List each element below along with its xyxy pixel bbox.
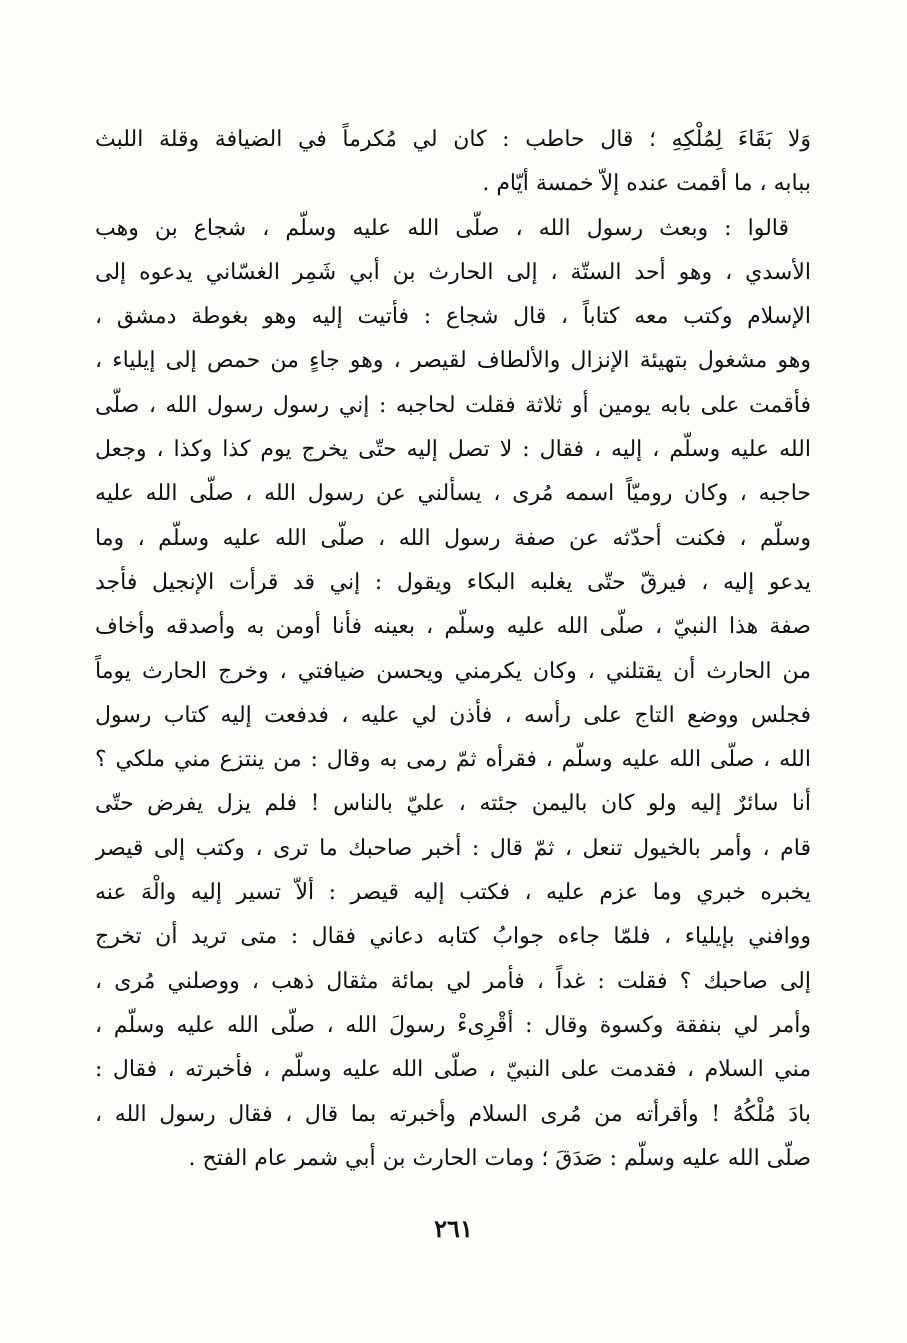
text-line: إلى صاحبك ؟ فقلت : غداً ، فأمر لي بمائة مثقال ذهب ، ووصلني مُرى ، <box>95 968 811 994</box>
text-line: ببابه ، ما أقمت عنده إلاّ خمسة أيّام . <box>482 171 811 197</box>
text-line: وَلا بَقَاءَ لِمُلْكِهِ ؛ قال حاطب : كان لي مُكرماً في الضيافة وقلة اللبث <box>95 127 811 152</box>
text-line: ووافني بإيلياء ، فلمّا جاءه جوابُ كتابه دعاني فقال : متى تريد أن تخرج <box>95 924 811 950</box>
text-line: فجلس ووضع التاج على رأسه ، فأذن لي عليه ، فدفعت إليه كتاب رسول <box>95 702 811 728</box>
text-line: الله ، صلّى الله عليه وسلّم ، فقرأه ثمّ رمى به وقال : من ينتزع مني ملكي ؟ <box>95 747 811 773</box>
paragraph <box>95 207 811 1182</box>
text-line: وهو مشغول بتهيئة الإنزال والألطاف لقيصر ، وهو جاءٍ من حمص إلى إيلياء ، <box>95 348 811 374</box>
text-line: حاجبه ، وكان روميّاً اسمه مُرى ، يسألني عن رسول الله ، صلّى الله عليه <box>95 481 811 507</box>
text-line: يدعو إليه ، فيرقّ حتّى يغلبه البكاء ويقول : إني قد قرأت الإنجيل فأجد <box>95 569 811 595</box>
text-line: الإسلام وكتب معه كتاباً ، قال شجاع : فأتيت إليه وهو بغوطة دمشق ، <box>95 304 811 330</box>
text-line: أنا سائرٌ إليه ولو كان باليمن جئته ، عليّ بالناس ! فلم يزل يفرض حتّى <box>95 791 811 817</box>
text-line: من الحارث أن يقتلني ، وكان يكرمني ويحسن ضيافتي ، وخرج الحارث يوماً <box>95 658 811 684</box>
text-line: وأمر لي بنفقة وكسوة وقال : أقْرِىءْ رسولَ الله ، صلّى الله عليه وسلّم ، <box>95 1012 811 1038</box>
body-text <box>95 118 811 1181</box>
text-line: قام ، وأمر بالخيول تنعل ، ثمّ قال : أخبر صاحبك ما ترى ، وكتب إلى قيصر <box>95 835 811 861</box>
text-line: قالوا : وبعث رسول الله ، صلّى الله عليه وسلّم ، شجاع بن وهب <box>95 215 789 241</box>
text-line: صلّى الله عليه وسلّم : صَدَقَ ؛ ومات الحارث بن أبي شمر عام الفتح . <box>188 1145 811 1171</box>
text-line: الله عليه وسلّم ، إليه ، فقال : لا تصل إليه حتّى يخرج يوم كذا وكذا ، وجعل <box>95 437 811 463</box>
text-line: مني السلام ، فقدمت على النبيّ ، صلّى الله عليه وسلّم ، فأخبرته ، فقال : <box>95 1057 811 1083</box>
text-line: صفة هذا النبيّ ، صلّى الله عليه وسلّم ، بعينه فأنا أومن به وأصدقه وأخاف <box>95 614 811 640</box>
text-line: الأسدي ، وهو أحد الستّة ، إلى الحارث بن أبي شَمِر الغسّاني يدعوه إلى <box>95 259 811 285</box>
text-line: وسلّم ، فكنت أحدّثه عن صفة رسول الله ، صلّى الله عليه وسلّم ، وما <box>95 525 811 551</box>
text-line: بادَ مُلْكُهُ ! وأقرأته من مُرى السلام وأخبرته بما قال ، فقال رسول الله ، <box>95 1101 811 1127</box>
page-number: ٢٦١ <box>434 1214 473 1243</box>
paragraph <box>95 118 811 207</box>
text-line: فأقمت على بابه يومين أو ثلاثة فقلت لحاجبه : إني رسول رسول الله ، صلّى <box>95 392 811 418</box>
text-line: يخبره خبري وما عزم عليه ، فكتب إليه قيصر : ألاّ تسير إليه والْهَ عنه <box>95 880 811 906</box>
